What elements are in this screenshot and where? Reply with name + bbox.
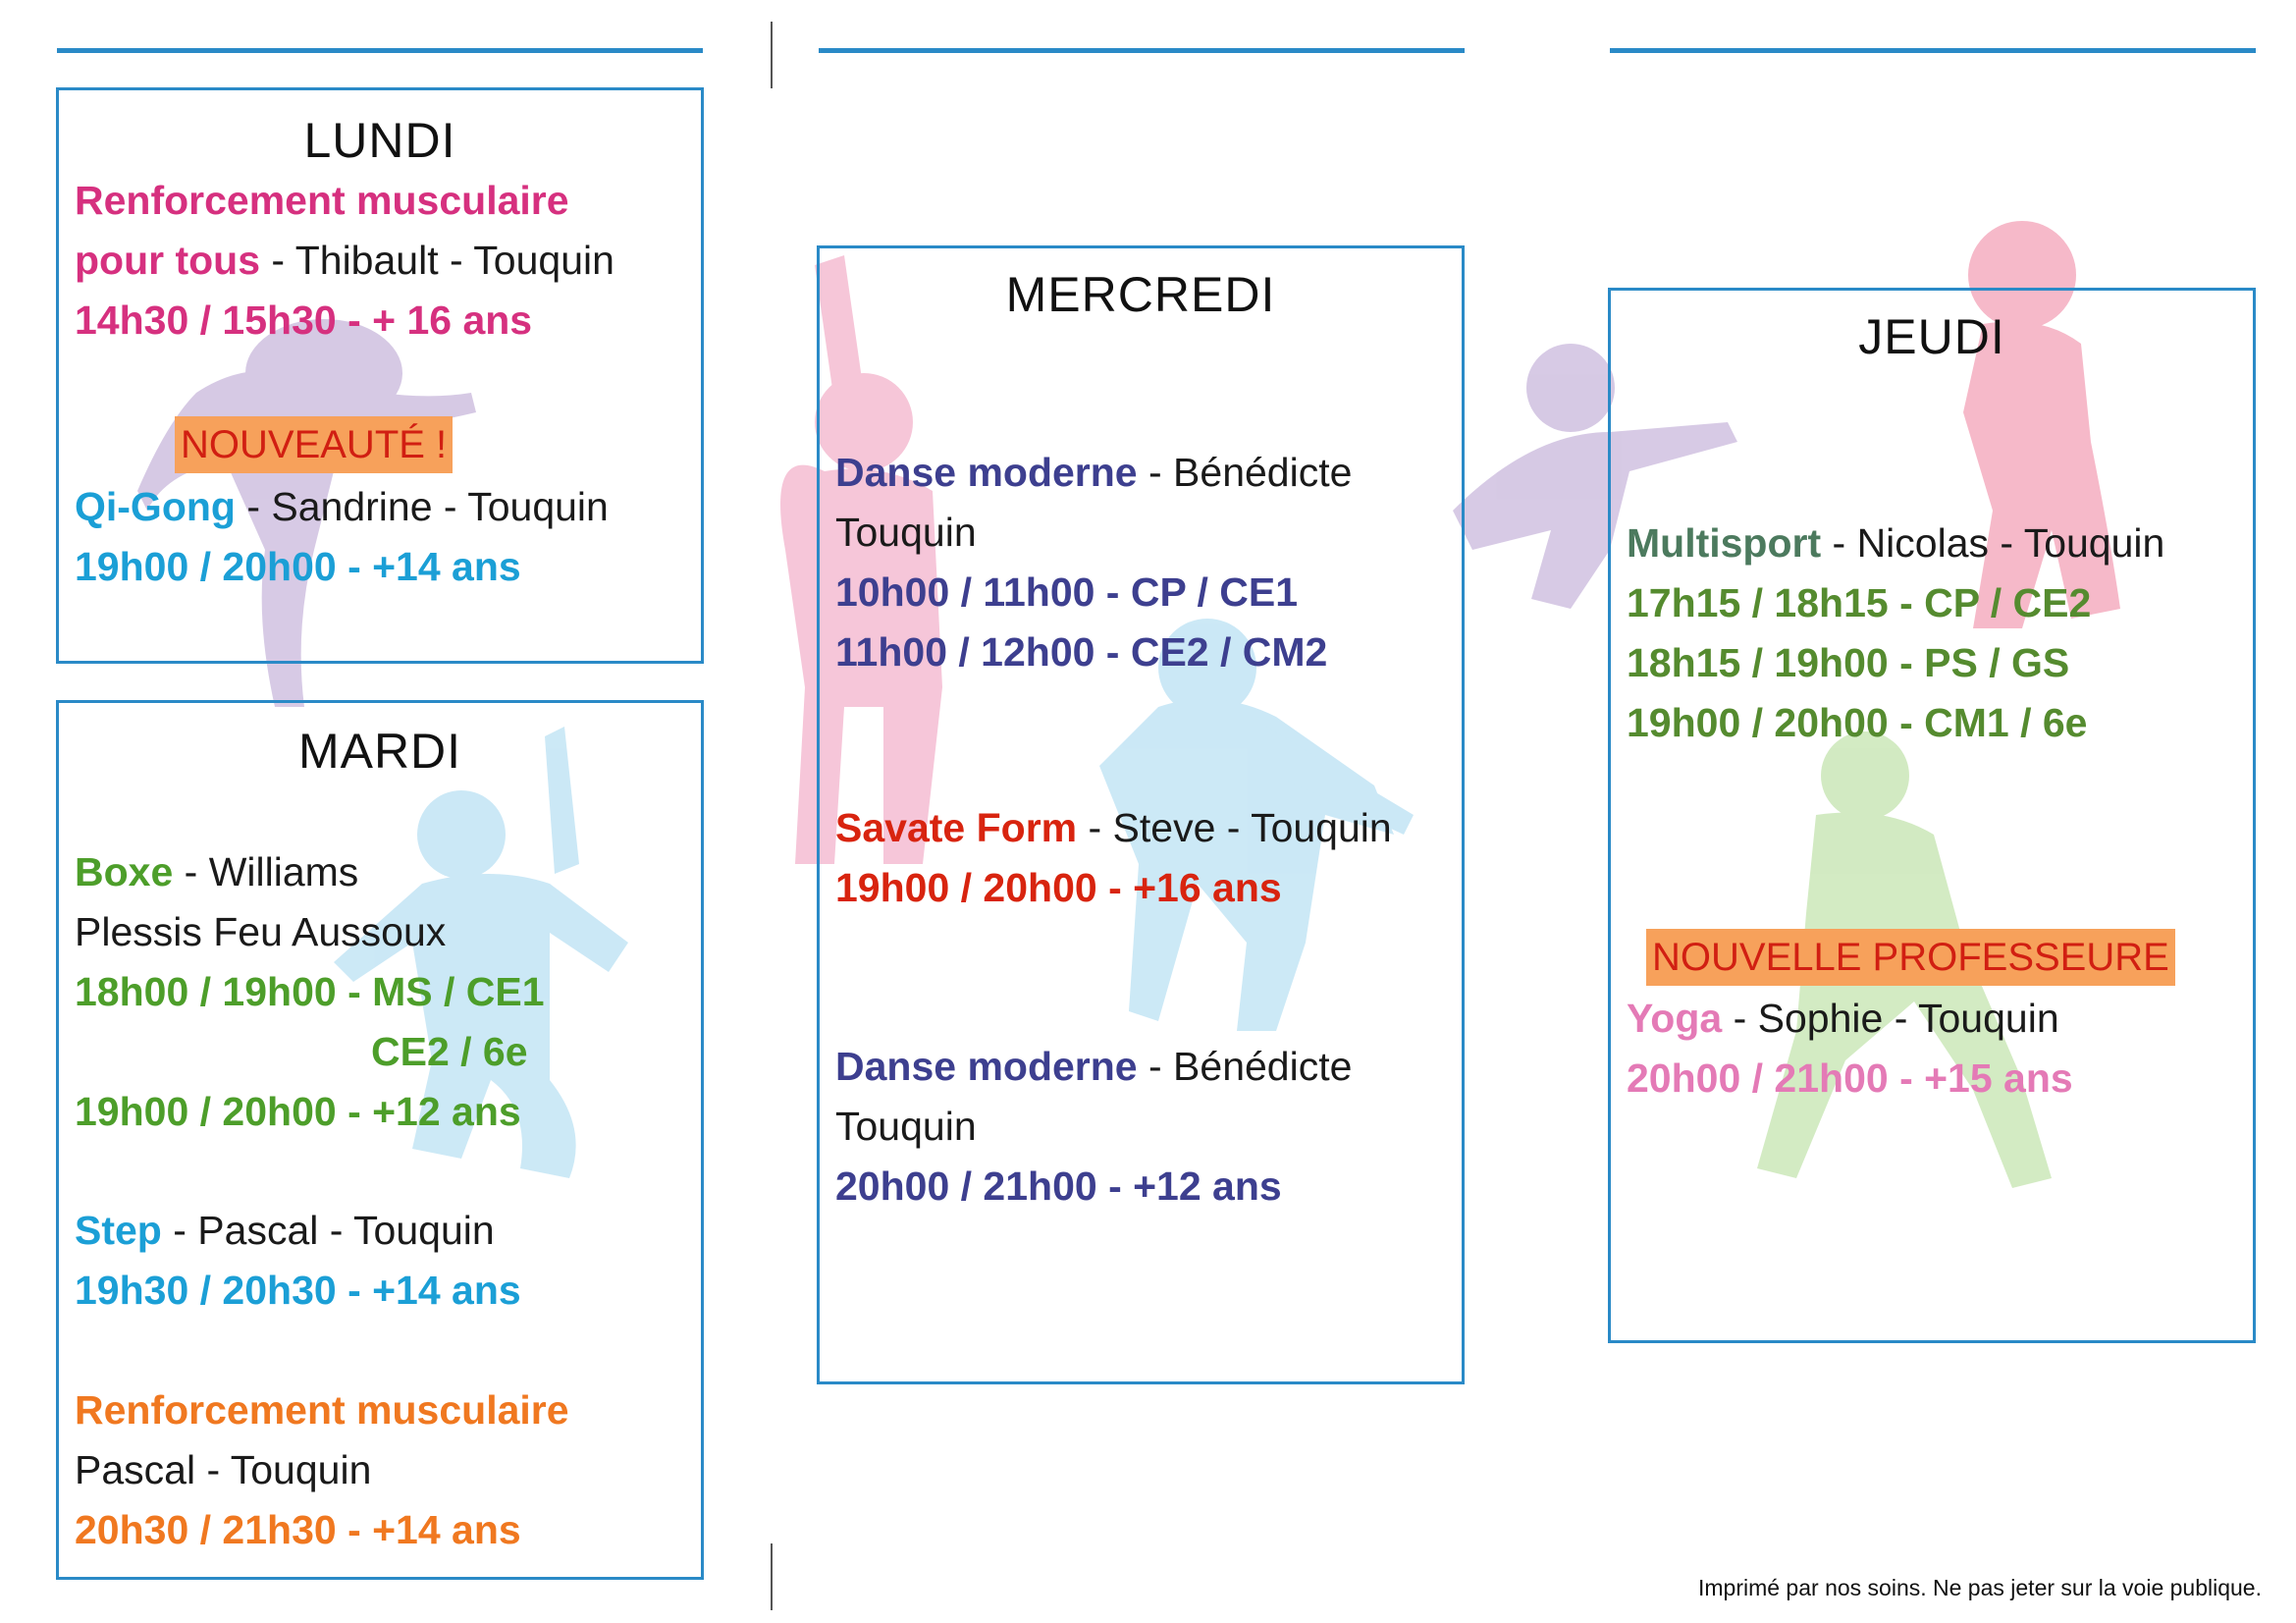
wednesday-entry-3 <box>835 1037 1352 1217</box>
tuesday-entry-3 <box>75 1380 569 1560</box>
schedule-2: 11h00 / 12h00 - CE2 / CM2 <box>835 629 1328 675</box>
tuesday-title: MARDI <box>297 724 462 779</box>
teacher: - Sophie - Touquin <box>1722 996 2059 1041</box>
schedule-1: 18h00 / 19h00 - MS / CE1 <box>75 969 545 1014</box>
top-rule-1 <box>57 48 703 53</box>
teacher-cont: Touquin <box>835 510 977 555</box>
monday-entry-1 <box>75 171 614 351</box>
fold-mark-bottom <box>771 1543 773 1610</box>
schedule: 19h00 / 20h00 - +16 ans <box>835 865 1282 910</box>
monday-entry-2 <box>75 477 609 597</box>
thursday-entry-1 <box>1627 514 2164 753</box>
thursday-title: JEUDI <box>1858 309 2005 364</box>
activity-name: Danse moderne <box>835 450 1138 495</box>
schedule-1: 10h00 / 11h00 - CP / CE1 <box>835 569 1298 615</box>
schedule: 20h00 / 21h00 - +12 ans <box>835 1163 1282 1209</box>
teacher: - Bénédicte <box>1137 450 1353 495</box>
wednesday-entry-1 <box>835 443 1352 682</box>
activity-name: Qi-Gong <box>75 484 236 529</box>
new-teacher-badge: NOUVELLE PROFESSEURE <box>1646 929 2175 986</box>
schedule: 19h00 / 20h00 - +14 ans <box>75 544 521 589</box>
teacher: - Williams <box>173 849 359 894</box>
activity-name: Boxe <box>75 849 174 894</box>
wednesday-title: MERCREDI <box>1005 267 1276 322</box>
schedule-3: 19h00 / 20h00 - CM1 / 6e <box>1627 700 2088 745</box>
monday-title: LUNDI <box>303 113 456 168</box>
activity-name-cont: pour tous <box>75 238 261 283</box>
activity-name: Renforcement musculaire <box>75 178 569 223</box>
thursday-entry-2 <box>1627 989 2073 1109</box>
activity-name: Step <box>75 1208 162 1253</box>
teacher-cont: Touquin <box>835 1104 977 1149</box>
teacher: Pascal - Touquin <box>75 1447 372 1492</box>
wednesday-box <box>817 245 1465 1384</box>
top-rule-3 <box>1610 48 2256 53</box>
schedule-2: CE2 / 6e <box>371 1029 528 1074</box>
schedule-1: 17h15 / 18h15 - CP / CE2 <box>1627 580 2092 625</box>
activity-name: Danse moderne <box>835 1044 1138 1089</box>
new-badge: NOUVEAUTÉ ! <box>175 416 453 473</box>
fold-mark-top <box>771 22 773 88</box>
tuesday-entry-2 <box>75 1201 521 1321</box>
teacher: - Steve - Touquin <box>1077 805 1392 850</box>
schedule: 20h30 / 21h30 - +14 ans <box>75 1507 521 1552</box>
monday-box <box>56 87 704 664</box>
teacher-cont: Plessis Feu Aussoux <box>75 909 447 954</box>
thursday-box <box>1608 288 2256 1343</box>
schedule: 20h00 / 21h00 - +15 ans <box>1627 1055 2073 1101</box>
tuesday-box <box>56 700 704 1580</box>
teacher: - Thibault - Touquin <box>260 238 614 283</box>
activity-name: Renforcement musculaire <box>75 1387 569 1433</box>
tuesday-entry-1 <box>75 842 545 1142</box>
schedule-2: 18h15 / 19h00 - PS / GS <box>1627 640 2070 685</box>
top-rule-2 <box>819 48 1465 53</box>
schedule-3: 19h00 / 20h00 - +12 ans <box>75 1089 521 1134</box>
wednesday-entry-2 <box>835 798 1392 918</box>
teacher: - Pascal - Touquin <box>161 1208 495 1253</box>
teacher: - Sandrine - Touquin <box>235 484 609 529</box>
schedule: 19h30 / 20h30 - +14 ans <box>75 1268 521 1313</box>
activity-name: Savate Form <box>835 805 1078 850</box>
activity-name: Multisport <box>1627 520 1822 566</box>
schedule: 14h30 / 15h30 - + 16 ans <box>75 298 533 343</box>
activity-name: Yoga <box>1627 996 1723 1041</box>
teacher: - Nicolas - Touquin <box>1821 520 2165 566</box>
teacher: - Bénédicte <box>1137 1044 1353 1089</box>
footer-note: Imprimé par nos soins. Ne pas jeter sur la voie publique. <box>1697 1575 2262 1600</box>
